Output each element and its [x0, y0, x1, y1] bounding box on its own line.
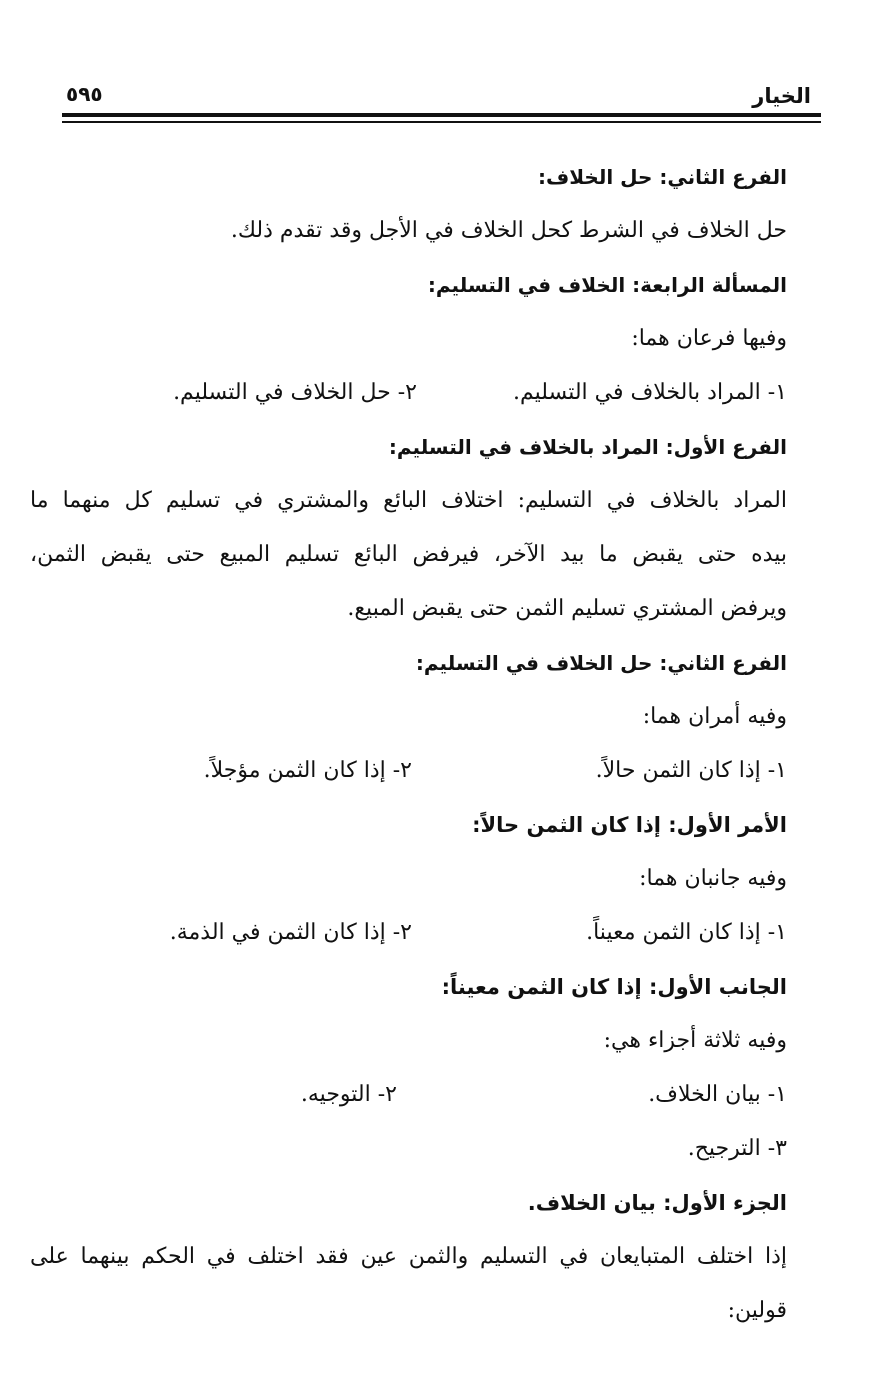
- subsection-heading: الجزء الأول: بيان الخلاف.: [527, 1191, 787, 1215]
- paragraph: وفيه جانبان هما:: [639, 866, 787, 891]
- subsection-heading: الفرع الثاني: حل الخلاف في التسليم:: [415, 651, 787, 675]
- subsection-heading: الفرع الأول: المراد بالخلاف في التسليم:: [388, 435, 787, 459]
- page-number: ٥٩٥: [66, 82, 103, 106]
- section-heading: المسألة الرابعة: الخلاف في التسليم:: [427, 273, 787, 297]
- list-item: ١- المراد بالخلاف في التسليم.: [513, 380, 787, 405]
- list-row: [58, 906, 787, 960]
- paragraph: حل الخلاف في الشرط كحل الخلاف في الأجل وقد تقدم ذلك.: [230, 218, 787, 243]
- list-item: ١- إذا كان الثمن معيناً.: [586, 920, 787, 945]
- list-item: ٢- التوجيه.: [300, 1082, 397, 1107]
- subsection-heading: الجانب الأول: إذا كان الثمن معيناً:: [441, 975, 787, 999]
- paragraph: وفيه ثلاثة أجزاء هي:: [603, 1028, 787, 1053]
- header-rule-thin: [62, 121, 821, 123]
- list-item: ٢- حل الخلاف في التسليم.: [173, 380, 417, 405]
- paragraph-line: بيده حتى يقبض ما بيد الآخر، فيرفض البائع تسليم المبيع حتى يقبض الثمن،: [30, 542, 787, 567]
- paragraph-line: ويرفض المشتري تسليم الثمن حتى يقبض المبيع.: [347, 596, 787, 621]
- paragraph: وفيه أمران هما:: [642, 704, 787, 729]
- subsection-heading: الفرع الثاني: حل الخلاف:: [538, 165, 787, 189]
- list-item: ١- إذا كان الثمن حالاً.: [595, 758, 787, 783]
- paragraph: وفيها فرعان هما:: [631, 326, 787, 351]
- subsection-heading: الأمر الأول: إذا كان الثمن حالاً:: [472, 813, 787, 837]
- list-item: ٢- إذا كان الثمن مؤجلاً.: [203, 758, 412, 783]
- paragraph-line: إذا اختلف المتبايعان في التسليم والثمن عين فقد اختلف في الحكم بينهما على: [30, 1244, 787, 1269]
- chapter-title: الخيار: [752, 84, 811, 108]
- list-item: ٢- إذا كان الثمن في الذمة.: [169, 920, 412, 945]
- list-row: [58, 1068, 787, 1122]
- list-row: [58, 366, 787, 420]
- list-row: [58, 744, 787, 798]
- list-item: ٣- الترجيح.: [687, 1136, 787, 1161]
- running-header: [62, 78, 813, 118]
- page-body: [30, 150, 787, 1338]
- list-item: ١- بيان الخلاف.: [648, 1082, 787, 1107]
- paragraph-line: المراد بالخلاف في التسليم: اختلاف البائع والمشتري في تسليم كل منهما ما: [30, 488, 787, 513]
- paragraph-line: قولين:: [727, 1298, 787, 1323]
- header-rule-thick: [62, 113, 821, 117]
